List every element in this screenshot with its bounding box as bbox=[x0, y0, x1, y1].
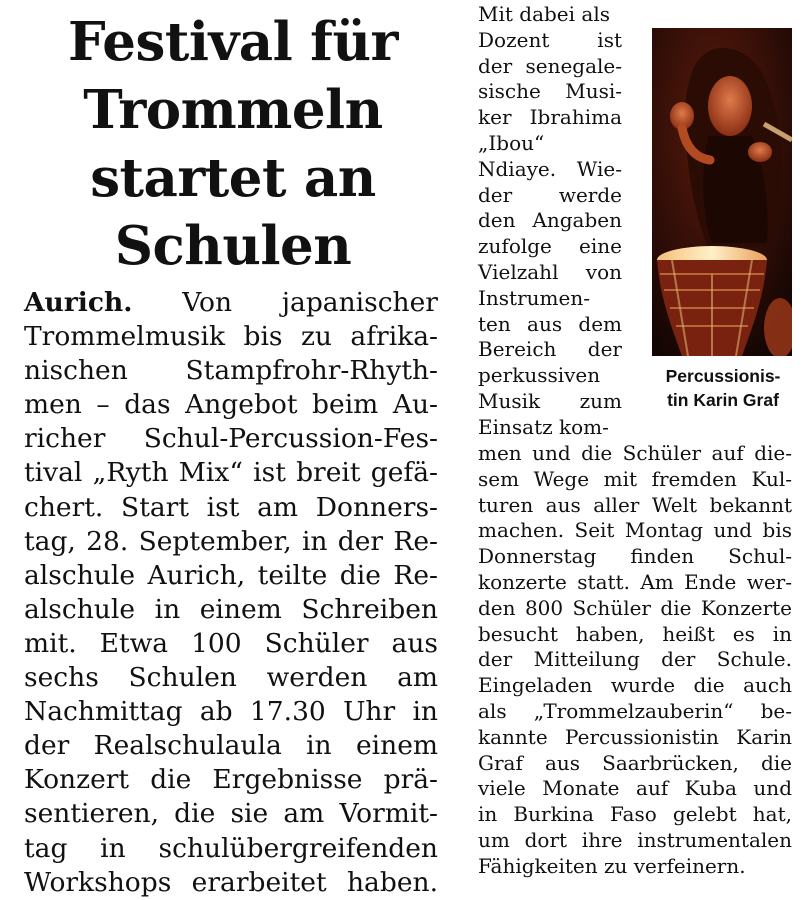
body-line: sechs Schulen werden am bbox=[24, 662, 438, 694]
body-line: Vielzahl von bbox=[478, 259, 622, 284]
body-line: sem Wege mit fremden Kul- bbox=[478, 466, 792, 491]
body-line: alschule in einem Schreiben bbox=[24, 593, 438, 625]
body-line: Graf aus Saarbrücken, die bbox=[478, 750, 792, 775]
body-line: Trommelmusik bis zu afrika- bbox=[24, 321, 438, 353]
body-line: alschule Aurich, teilte die Re- bbox=[24, 559, 438, 591]
body-line: den 800 Schüler die Konzerte bbox=[478, 595, 792, 620]
caption-line: Percussionis- bbox=[665, 366, 781, 386]
headline bbox=[18, 8, 448, 280]
body-line: ker Ibrahima bbox=[478, 105, 622, 130]
photo-percussionist bbox=[652, 28, 792, 356]
body-line: besucht haben, heißt es in bbox=[478, 621, 792, 646]
body-line: Eingeladen wurde die auch bbox=[478, 673, 792, 698]
body-line: der werde bbox=[478, 182, 622, 207]
body-line: der Realschulaula in einem bbox=[24, 730, 438, 762]
body-line: tag in schulübergreifenden bbox=[24, 832, 438, 864]
body-line: perkussiven bbox=[478, 363, 601, 388]
body-line: der senegale- bbox=[478, 53, 622, 78]
body-line: machen. Seit Montag und bis bbox=[478, 518, 792, 543]
body-line: den Angaben bbox=[478, 208, 622, 233]
body-line-first bbox=[24, 286, 438, 320]
headline-line: Schulen bbox=[114, 215, 352, 277]
headline-line: startet an bbox=[90, 147, 376, 209]
headline-line: Trommeln bbox=[83, 79, 383, 141]
body-line: „Ibou“ bbox=[478, 130, 545, 155]
headline-line: Festival für bbox=[68, 11, 398, 73]
body-line: zufolge eine bbox=[478, 234, 622, 259]
body-line: in Burkina Faso gelebt hat, bbox=[478, 802, 792, 827]
body-line: Fähigkeiten zu verfeinern. bbox=[478, 853, 746, 878]
photo-caption bbox=[648, 364, 798, 412]
body-line: als „Trommelzauberin“ be- bbox=[478, 698, 792, 723]
body-line: Bereich der bbox=[478, 337, 622, 362]
body-line: mit. Etwa 100 Schüler aus bbox=[24, 627, 438, 659]
body-line: sentieren, die sie am Vormit- bbox=[24, 798, 438, 830]
body-line: ten aus dem bbox=[478, 311, 622, 336]
body-line: nischen Stampfrohr-Rhyth- bbox=[24, 355, 438, 387]
body-line: konzerte statt. Am Ende wer- bbox=[478, 569, 792, 594]
body-line: men und die Schüler auf die- bbox=[478, 441, 792, 465]
body-line: chert. Start ist am Donners- bbox=[24, 491, 438, 523]
body-line: um dort ihre instrumentalen bbox=[478, 827, 792, 852]
body-line: Nachmittag ab 17.30 Uhr in bbox=[24, 696, 438, 728]
body-line: Mit dabei als bbox=[478, 2, 610, 26]
body-line: Ndiaye. Wie- bbox=[478, 156, 622, 181]
body-line: Einsatz kom- bbox=[478, 414, 609, 439]
body-line: der Mitteilung der Schule. bbox=[478, 647, 792, 672]
body-line: Musik zum bbox=[478, 388, 622, 413]
body-line: men – das Angebot beim Au- bbox=[24, 389, 438, 421]
body-line: turen aus aller Welt bekannt bbox=[478, 492, 792, 517]
body-line: Donnerstag finden Schul- bbox=[478, 544, 792, 569]
dateline: Aurich. bbox=[24, 287, 133, 318]
caption-line: tin Karin Graf bbox=[667, 390, 779, 410]
body-line: Instrumen- bbox=[478, 285, 590, 310]
article-body-right-column bbox=[478, 441, 792, 880]
body-line: tival „Ryth Mix“ ist breit gefä- bbox=[24, 457, 438, 489]
body-line: richer Schul-Percussion-Fes- bbox=[24, 423, 438, 455]
body-line: viele Monate auf Kuba und bbox=[478, 776, 792, 801]
article-body-middle-column bbox=[478, 2, 622, 441]
body-line-text: Von japanischer bbox=[182, 287, 438, 318]
body-line: Konzert die Ergebnisse prä- bbox=[24, 764, 438, 796]
article-body-left-column bbox=[24, 286, 438, 900]
body-line: tag, 28. September, in der Re- bbox=[24, 525, 438, 557]
body-line: Workshops erarbeitet haben. bbox=[24, 866, 438, 898]
body-line: Dozent ist bbox=[478, 27, 622, 52]
body-line: sische Musi- bbox=[478, 79, 622, 104]
photo-illustration bbox=[652, 28, 792, 356]
body-line: kannte Percussionistin Karin bbox=[478, 724, 792, 749]
